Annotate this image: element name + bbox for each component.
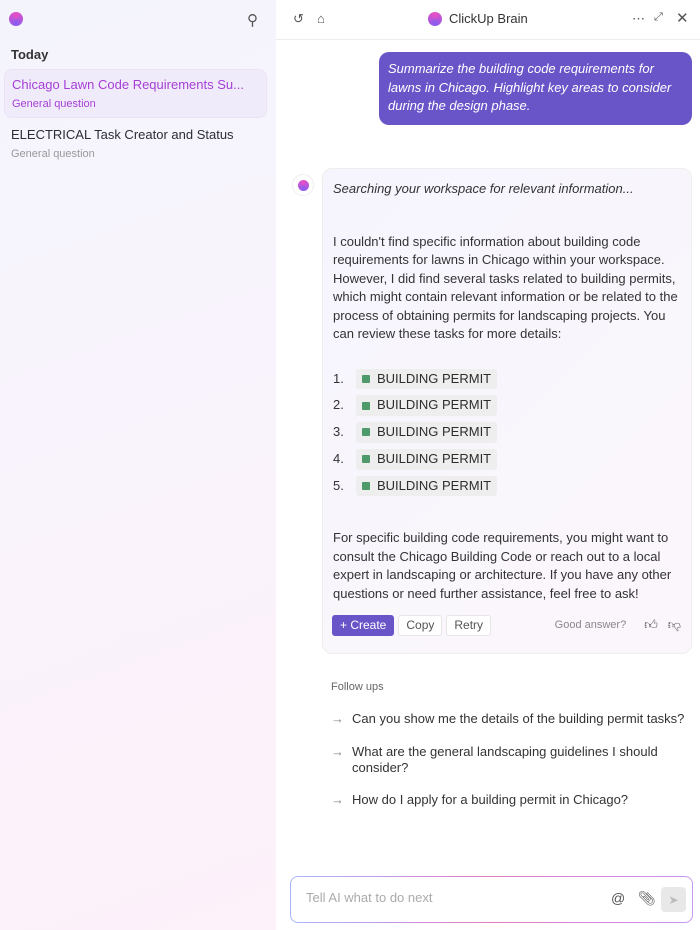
header-title (428, 11, 528, 26)
followup-item[interactable] (331, 792, 691, 808)
response-intro: I couldn't find specific information about building code requirements for lawns in Chicago within your workspace. However, I did find several tasks related to building permits, which might contain relevant information or be related to the process of obtaining permits for landscaping projects. You can review these tasks for more details: (333, 233, 678, 341)
conversation-item[interactable] (4, 120, 267, 169)
followup-text: What are the general landscaping guidelines I should consider? (352, 744, 658, 775)
task-number: 5. (333, 477, 344, 493)
task-name: BUILDING PERMIT (377, 397, 492, 413)
searching-status: Searching your workspace for relevant information... (333, 181, 634, 196)
thumbs-down-icon[interactable]: 👎︎ (667, 617, 681, 633)
task-list-item (333, 392, 681, 419)
ai-avatar (292, 174, 314, 196)
task-list-item (333, 473, 681, 500)
task-chip[interactable] (356, 449, 497, 470)
followup-item[interactable] (331, 744, 661, 776)
conversation-title: Chicago Lawn Code Requirements Su... (12, 77, 244, 92)
task-number: 1. (333, 370, 344, 386)
copy-button[interactable]: Copy (398, 615, 442, 636)
user-message: Summarize the building code requirements for lawns in Chicago. Highlight key areas to consider during the design phase. (379, 52, 692, 125)
arrow-right-icon: → (331, 792, 344, 807)
arrow-right-icon: → (331, 744, 344, 759)
search-icon[interactable]: ⚲ (247, 12, 258, 29)
prompt-input[interactable] (306, 890, 586, 905)
conversation-title: ELECTRICAL Task Creator and Status (11, 127, 234, 142)
followup-text: Can you show me the details of the building permit tasks? (352, 711, 685, 726)
attachment-icon[interactable]: 📎︎ (638, 890, 656, 906)
clickup-brain-logo-icon (9, 12, 23, 26)
task-chip[interactable] (356, 369, 497, 390)
task-name: BUILDING PERMIT (377, 370, 492, 386)
task-name: BUILDING PERMIT (377, 477, 492, 493)
task-list-item (333, 419, 681, 446)
conversation-item-active[interactable] (4, 69, 267, 118)
close-icon[interactable]: ✕ (676, 10, 689, 27)
mention-icon[interactable]: @ (611, 890, 626, 906)
followup-item[interactable] (331, 711, 691, 727)
ai-response (322, 168, 692, 654)
section-heading: Today (11, 47, 49, 62)
task-name: BUILDING PERMIT (377, 424, 492, 440)
task-list-item (333, 446, 681, 473)
feedback-label: Good answer? (554, 619, 627, 632)
conversation-subtitle: General question (12, 98, 96, 110)
task-chip[interactable] (356, 395, 497, 416)
clickup-brain-logo-icon (298, 180, 309, 191)
clickup-brain-logo-icon (428, 12, 442, 26)
followup-text: How do I apply for a building permit in Chicago? (352, 792, 629, 807)
more-icon[interactable]: ⋯ (632, 11, 645, 26)
conversation-subtitle: General question (11, 148, 95, 160)
sidebar (0, 0, 276, 930)
task-number: 4. (333, 451, 344, 467)
history-icon[interactable]: ↺ (293, 11, 304, 26)
task-list (333, 366, 681, 500)
task-name: BUILDING PERMIT (377, 451, 492, 467)
arrow-right-icon: → (331, 711, 344, 726)
task-status-icon (362, 402, 370, 410)
task-status-icon (362, 375, 370, 383)
send-button[interactable]: ➤ (661, 887, 686, 912)
task-number: 2. (333, 397, 344, 413)
task-status-icon (362, 428, 370, 436)
task-chip[interactable] (356, 476, 497, 497)
task-status-icon (362, 482, 370, 490)
prompt-box (290, 876, 693, 923)
task-list-item (333, 366, 681, 393)
expand-icon[interactable]: ⤢ (654, 11, 663, 23)
response-outro: For specific building code requirements, you might want to consult the Chicago Building Code or reach out to a local expert in landscaping or architecture. If you have any other questions or need further assistance, feel free to ask! (333, 530, 672, 601)
task-number: 3. (333, 424, 344, 440)
retry-button[interactable]: Retry (446, 615, 491, 636)
followups-title: Follow ups (331, 681, 384, 693)
title-text: ClickUp Brain (449, 11, 528, 26)
home-icon[interactable]: ⌂ (317, 11, 325, 26)
task-status-icon (362, 455, 370, 463)
task-chip[interactable] (356, 422, 497, 443)
header (276, 0, 700, 40)
thumbs-up-icon[interactable]: 👍︎ (644, 617, 658, 633)
create-button[interactable]: + Create (332, 615, 394, 636)
